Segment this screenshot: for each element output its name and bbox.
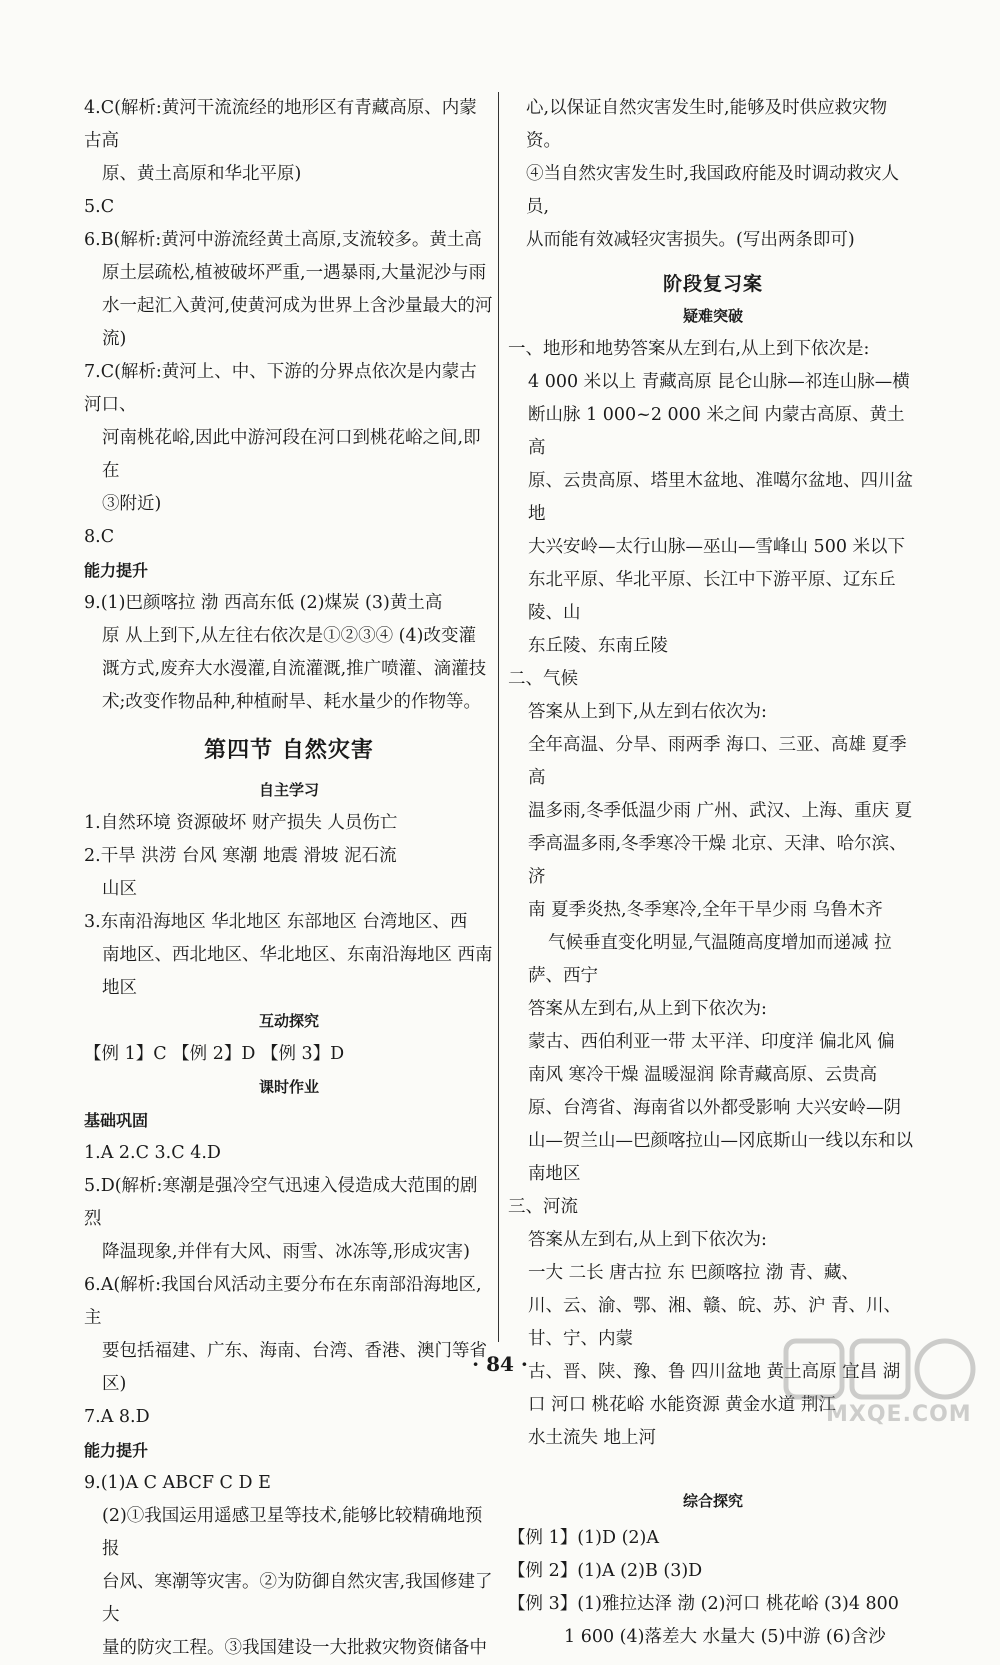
homework-6: 6.A(解析:我国台风活动主要分布在东南部沿海地区,主 (84, 1275, 482, 1328)
example-2: 【例 2】(1)A (2)B (3)D (508, 1561, 703, 1581)
homework-5-cont: 降温现象,并伴有大风、雨雪、冰冻等,形成灾害) (102, 1242, 470, 1262)
examples-answers: 【例 1】C 【例 2】D 【例 3】D (84, 1044, 345, 1064)
terrain-line: 原、云贵高原、塔里木盆地、准噶尔盆地、四川盆地 (528, 471, 913, 524)
climate-line: 答案从上到下,从左到右依次为: (528, 702, 767, 722)
answer-4-cont: 原、黄土高原和华北平原) (102, 164, 302, 184)
terrain-line: 大兴安岭—太行山脉—巫山—雪峰山 500 米以下 (528, 537, 906, 557)
homework-6-cont: 要包括福建、广东、海南、台湾、香港、澳门等省区) (102, 1341, 487, 1394)
example-3-cont: 1 600 (4)落差大 水量大 (5)中游 (6)含沙 (564, 1627, 886, 1647)
climate-line: 温多雨,冬季低温少雨 广州、武汉、上海、重庆 夏 (528, 801, 913, 821)
answer-7: 7.C(解析:黄河上、中、下游的分界点依次是内蒙古河口、 (84, 362, 477, 415)
homework-9-cont: 台风、寒潮等灾害。②为防御自然灾害,我国修建了大 (102, 1572, 493, 1625)
climate-line: 南风 寒冷干燥 温暖湿润 除青藏高原、云贵高 (528, 1065, 878, 1085)
answer-7-cont: ③附近) (102, 494, 162, 514)
answer-6: 6.B(解析:黄河中游流经黄土高原,支流较多。黄土高 (84, 230, 482, 250)
rivers-line: 一大 二长 唐古拉 东 巴颜喀拉 渤 青、藏、 (528, 1263, 859, 1283)
heading-comprehensive: 综合探究 (682, 1492, 743, 1510)
climate-line: 南 夏季炎热,冬季寒冷,全年干旱少雨 乌鲁木齐 (528, 900, 883, 920)
rivers-line: 川、云、渝、鄂、湘、赣、皖、苏、沪 青、川、甘、宁、内蒙 (528, 1296, 902, 1349)
terrain-line: 东丘陵、东南丘陵 (528, 636, 668, 656)
answer-8: 8.C (84, 527, 115, 547)
answer-9-cont: 溉方式,废弃大水漫灌,自流灌溉,推广喷灌、滴灌技 (102, 659, 487, 679)
rivers-line: 水土流失 地上河 (528, 1428, 657, 1448)
climate-line: 答案从左到右,从上到下依次为: (528, 999, 767, 1019)
heading-homework: 课时作业 (258, 1078, 319, 1096)
homework-9-cont: (2)①我国运用遥感卫星等技术,能够比较精确地预报 (102, 1506, 483, 1559)
topic-climate: 二、气候 (508, 669, 578, 689)
climate-line: 全年高温、分旱、雨两季 海口、三亚、高雄 夏季高 (528, 735, 907, 788)
section-title: 第四节 自然灾害 (204, 738, 374, 763)
watermark-icon (780, 1335, 980, 1405)
subheading-ability: 能力提升 (84, 561, 149, 580)
answer-cont: 从而能有效减轻灾害损失。(写出两条即可) (526, 230, 855, 250)
column-divider (498, 92, 499, 1342)
example-1: 【例 1】(1)D (2)A (508, 1528, 660, 1548)
watermark-logo (780, 1335, 980, 1427)
climate-line: 山—贺兰山—巴颜喀拉山—冈底斯山一线以东和以 (528, 1131, 913, 1151)
topic-rivers: 三、河流 (508, 1197, 578, 1217)
answer-6-cont: 水一起汇入黄河,使黄河成为世界上含沙量最大的河 (102, 296, 493, 316)
heading-self-study: 自主学习 (258, 781, 319, 799)
review-title: 阶段复习案 (662, 273, 763, 295)
homework-1-4: 1.A 2.C 3.C 4.D (84, 1143, 221, 1163)
watermark-text: MXQE.COM (826, 1402, 972, 1427)
rivers-line: 答案从左到右,从上到下依次为: (528, 1230, 767, 1250)
answer-6-cont: 流) (102, 329, 127, 349)
self-study-2: 2.干旱 洪涝 台风 寒潮 地震 滑坡 泥石流 (84, 846, 397, 866)
homework-9: 9.(1)A C ABCF C D E (84, 1473, 271, 1493)
terrain-line: 东北平原、华北平原、长江中下游平原、辽东丘陵、山 (528, 570, 896, 623)
heading-interactive: 互动探究 (258, 1012, 319, 1030)
answer-cont: 心,以保证自然灾害发生时,能够及时供应救灾物资。 (526, 98, 888, 151)
self-study-3-cont: 地区 (102, 978, 137, 998)
climate-line: 萨、西宁 (528, 966, 598, 986)
answer-9: 9.(1)巴颜喀拉 渤 西高东低 (2)煤炭 (3)黄土高 (84, 593, 443, 613)
self-study-1: 1.自然环境 资源破坏 财产损失 人员伤亡 (84, 813, 398, 833)
answer-4: 4.C(解析:黄河干流流经的地形区有青藏高原、内蒙古高 (84, 98, 477, 151)
homework-9-cont: 量的防灾工程。③我国建设一大批救灾物资储备中 (102, 1638, 487, 1658)
answer-7-cont: 河南桃花峪,因此中游河段在河口到桃花峪之间,即在 (102, 428, 481, 481)
terrain-line: 4 000 米以上 青藏高原 昆仑山脉—祁连山脉—横 (528, 372, 910, 392)
subheading-basic: 基础巩固 (84, 1111, 149, 1130)
self-study-2-cont: 山区 (102, 879, 137, 899)
topic-terrain: 一、地形和地势答案从左到右,从上到下依次是: (508, 339, 870, 359)
self-study-3: 3.东南沿海地区 华北地区 东部地区 台湾地区、西 (84, 912, 468, 932)
page-number: · 84 · (472, 1352, 528, 1376)
left-column (84, 92, 494, 1665)
heading-difficulty: 疑难突破 (682, 307, 743, 325)
subheading-ability: 能力提升 (84, 1441, 149, 1460)
homework-5: 5.D(解析:寒潮是强冷空气迅速入侵造成大范围的剧烈 (84, 1176, 478, 1229)
climate-line: 季高温多雨,冬季寒冷干燥 北京、天津、哈尔滨、济 (528, 834, 907, 887)
climate-line: 南地区 (528, 1164, 581, 1184)
climate-line: 蒙古、西伯利亚一带 太平洋、印度洋 偏北风 偏 (528, 1032, 895, 1052)
climate-line: 原、台湾省、海南省以外都受影响 大兴安岭—阴 (528, 1098, 902, 1118)
climate-line: 气候垂直变化明显,气温随高度增加而递减 拉 (548, 933, 892, 953)
example-3: 【例 3】(1)雅拉达泽 渤 (2)河口 桃花峪 (3)4 800 (508, 1594, 899, 1614)
answer-6-cont: 原土层疏松,植被破坏严重,一遇暴雨,大量泥沙与雨 (102, 263, 487, 283)
answer-4-item: ④当自然灾害发生时,我国政府能及时调动救灾人员, (526, 164, 900, 217)
homework-7-8: 7.A 8.D (84, 1407, 150, 1427)
answer-9-cont: 原 从上到下,从左往右依次是①②③④ (4)改变灌 (102, 626, 476, 646)
answer-9-cont: 术;改变作物品种,种植耐旱、耗水量少的作物等。 (102, 692, 481, 712)
rivers-line: 口 河口 桃花峪 水能资源 黄金水道 荆江 (528, 1395, 836, 1415)
self-study-3-cont: 南地区、西北地区、华北地区、东南沿海地区 西南 (102, 945, 493, 965)
answer-5: 5.C (84, 197, 115, 217)
terrain-line: 断山脉 1 000~2 000 米之间 内蒙古高原、黄土高 (528, 405, 905, 458)
rivers-line: 古、晋、陕、豫、鲁 四川盆地 黄土高原 宜昌 湖 (528, 1362, 901, 1382)
